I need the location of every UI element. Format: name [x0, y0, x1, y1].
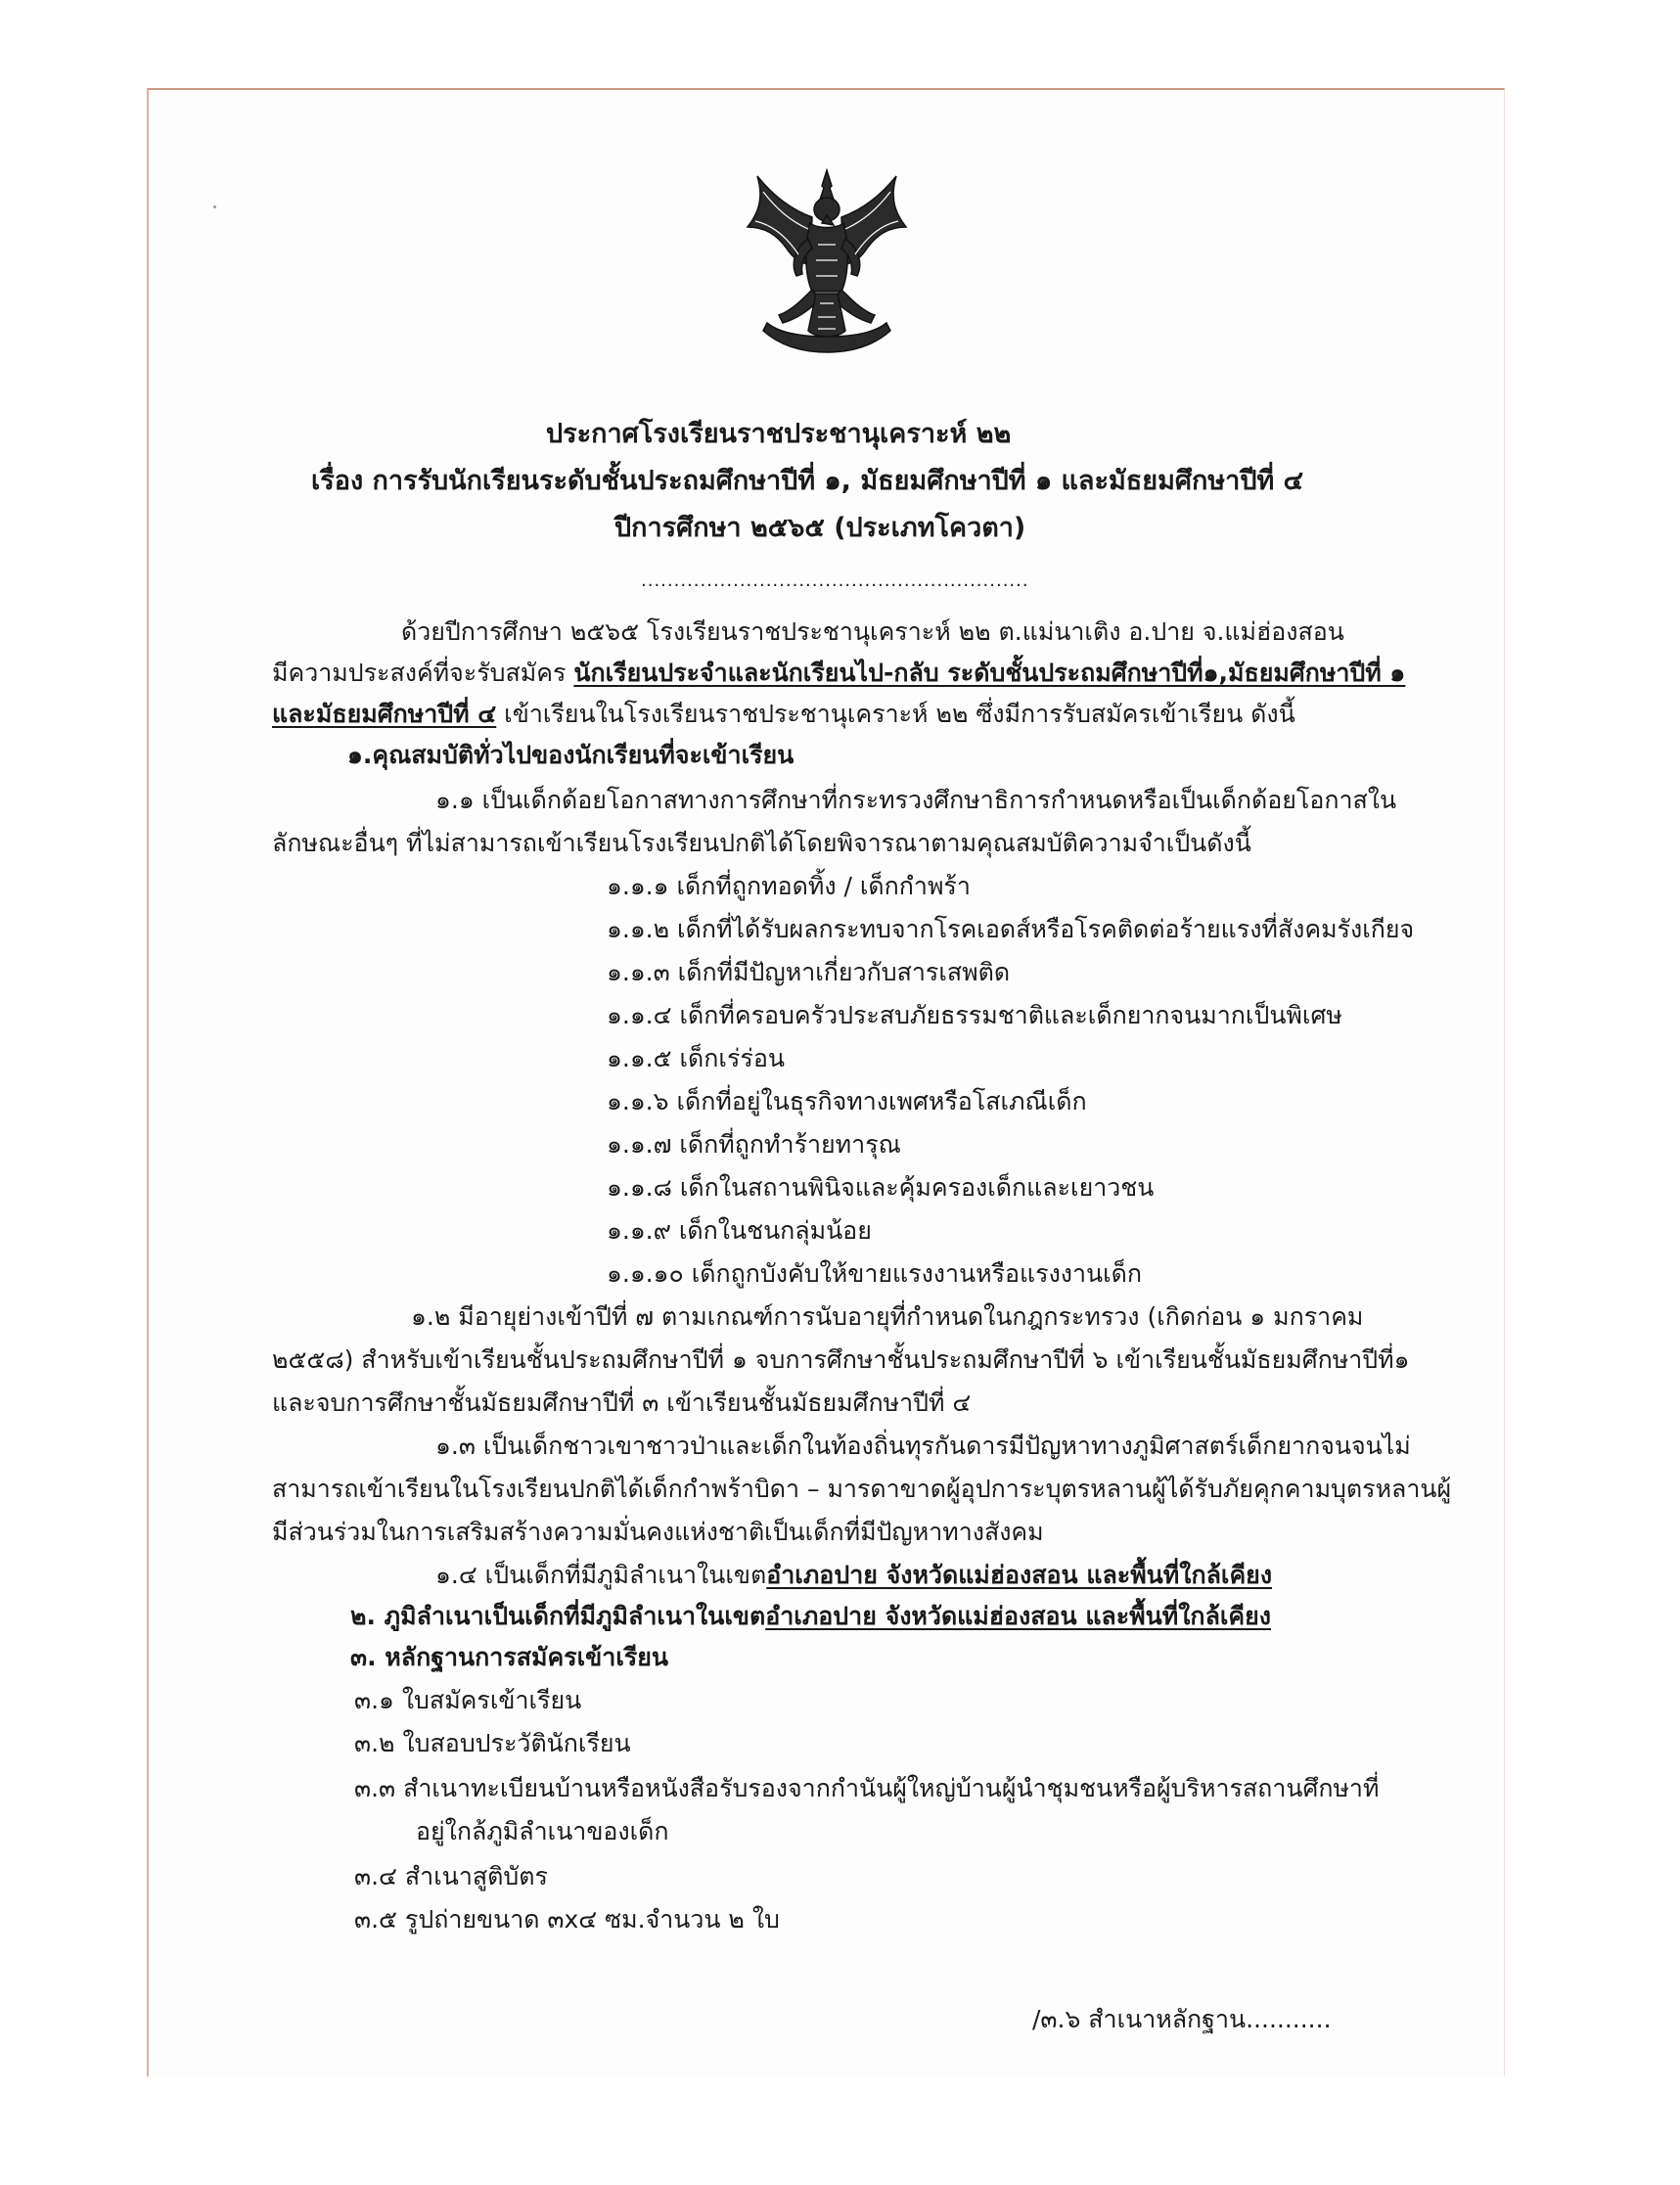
announcement-title: ประกาศโรงเรียนราชประชานุเคราะห์ ๒๒	[546, 419, 1012, 449]
item-1-4-area: อำเภอปาย จังหวัดแม่ฮ่องสอน และพื้นที่ใกล้เคียง	[766, 1561, 1273, 1589]
intro-line-3	[272, 699, 1295, 730]
item-1-1-line-2: ลักษณะอื่นๆ ที่ไม่สามารถเข้าเรียนโรงเรียนปกติได้โดยพิจารณาตามคุณสมบัติความจำเป็นดังนี้	[272, 829, 1251, 857]
subitem-1-1-5: ๑.๑.๕ เด็กเร่ร่อน	[607, 1044, 785, 1072]
scan-speck	[213, 205, 216, 208]
item-1-2-line-1: ๑.๒ มีอายุย่างเข้าปีที่ ๗ ตามเกณฑ์การนับอายุที่กำหนดในกฎกระทรวง (เกิดก่อน ๑ มกราคม	[411, 1302, 1364, 1331]
subitem-1-1-4: ๑.๑.๔ เด็กที่ครอบครัวประสบภัยธรรมชาติและเด็กยากจนมากเป็นพิเศษ	[607, 1001, 1342, 1029]
section-3-heading: ๓. หลักฐานการสมัครเข้าเรียน	[350, 1643, 669, 1671]
subitem-1-1-7: ๑.๑.๗ เด็กที่ถูกทำร้ายทารุณ	[607, 1130, 901, 1159]
item-3-3-line-1: ๓.๓ สำเนาทะเบียนบ้านหรือหนังสือรับรองจากกำนันผู้ใหญ่บ้านผู้นำชุมชนหรือผู้บริหารสถานศึกษาที่	[354, 1774, 1380, 1802]
item-3-1: ๓.๑ ใบสมัครเข้าเรียน	[354, 1686, 582, 1714]
subitem-1-1-2: ๑.๑.๒ เด็กที่ได้รับผลกระทบจากโรคเอดส์หรือโรคติดต่อร้ายแรงที่สังคมรังเกียจ	[607, 915, 1415, 943]
item-1-3-line-1: ๑.๓ เป็นเด็กชาวเขาชาวป่าและเด็กในท้องถิ่นทุรกันดารมีปัญหาทางภูมิศาสตร์เด็กยากจนจนไม่	[435, 1432, 1411, 1460]
item-1-4	[435, 1560, 1272, 1591]
subitem-1-1-10: ๑.๑.๑๐ เด็กถูกบังคับให้ขายแรงงานหรือแรงงานเด็ก	[607, 1259, 1143, 1288]
item-3-3-line-2: อยู่ใกล้ภูมิลำเนาของเด็ก	[416, 1817, 669, 1845]
subitem-1-1-1: ๑.๑.๑ เด็กที่ถูกทอดทิ้ง / เด็กกำพร้า	[607, 872, 971, 900]
item-1-3-line-2: สามารถเข้าเรียนในโรงเรียนปกติได้เด็กกำพร้าบิดา – มารดาขาดผู้อุปการะบุตรหลานผู้ได้รับภัยคุกคามบุตรหลานผู้	[272, 1475, 1452, 1503]
section-2-area: อำเภอปาย จังหวัดแม่ฮ่องสอน และพื้นที่ใกล้เคียง	[765, 1602, 1272, 1630]
announcement-year: ปีการศึกษา ๒๕๖๕ (ประเภทโควตา)	[614, 513, 1026, 543]
title-divider: ...........................................................	[641, 570, 1029, 591]
intro-line-1: ด้วยปีการศึกษา ๒๕๖๕ โรงเรียนราชประชานุเคราะห์ ๒๒ ต.แม่นาเติง อ.ปาย จ.แม่ฮ่องสอน	[401, 617, 1344, 646]
continuation-note: /๓.๖ สำเนาหลักฐาน...........	[1032, 2005, 1332, 2033]
section-2	[350, 1601, 1271, 1632]
intro-line-2	[272, 658, 1405, 689]
item-1-1-line-1: ๑.๑ เป็นเด็กด้อยโอกาสทางการศึกษาที่กระทรวงศึกษาธิการกำหนดหรือเป็นเด็กด้อยโอกาสใน	[435, 786, 1397, 814]
item-1-2-line-3: และจบการศึกษาชั้นมัธยมศึกษาปีที่ ๓ เข้าเรียนชั้นมัธยมศึกษาปีที่ ๔	[272, 1388, 972, 1417]
announcement-subject: เรื่อง การรับนักเรียนระดับชั้นประถมศึกษาปีที่ ๑, มัธยมศึกษาปีที่ ๑ และมัธยมศึกษาปีที่ ๔	[311, 466, 1304, 496]
subitem-1-1-6: ๑.๑.๖ เด็กที่อยู่ในธุรกิจทางเพศหรือโสเภณีเด็ก	[607, 1087, 1087, 1115]
subitem-1-1-9: ๑.๑.๙ เด็กในชนกลุ่มน้อย	[607, 1216, 872, 1245]
item-3-2: ๓.๒ ใบสอบประวัตินักเรียน	[354, 1729, 631, 1757]
subitem-1-1-3: ๑.๑.๓ เด็กที่มีปัญหาเกี่ยวกับสารเสพติด	[607, 958, 1011, 986]
item-3-5: ๓.๕ รูปถ่ายขนาด ๓x๔ ซม.จำนวน ๒ ใบ	[354, 1905, 780, 1934]
item-1-3-line-3: มีส่วนร่วมในการเสริมสร้างความมั่นคงแห่งชาติเป็นเด็กที่มีปัญหาทางสังคม	[272, 1518, 1044, 1546]
intro-grade-4: และมัธยมศึกษาปีที่ ๔	[272, 700, 497, 728]
item-1-4-text: ๑.๔ เป็นเด็กที่มีภูมิลำเนาในเขต	[435, 1561, 767, 1589]
intro-line-2-text: มีความประสงค์ที่จะรับสมัคร	[272, 659, 574, 687]
intro-student-type: นักเรียนประจำและนักเรียนไป-กลับ ระดับชั้นประถมศึกษาปีที่๑,มัธยมศึกษาปีที่ ๑	[573, 659, 1406, 687]
section-1-heading: ๑.คุณสมบัติทั่วไปของนักเรียนที่จะเข้าเรียน	[347, 741, 795, 769]
intro-line-3-text: เข้าเรียนในโรงเรียนราชประชานุเคราะห์ ๒๒ ซึ่งมีการรับสมัครเข้าเรียน ดังนี้	[496, 700, 1295, 728]
item-3-4: ๓.๔ สำเนาสูติบัตร	[354, 1862, 548, 1890]
section-2-text: ๒. ภูมิลำเนาเป็นเด็กที่มีภูมิลำเนาในเขต	[350, 1602, 766, 1630]
garuda-emblem-icon	[744, 166, 910, 360]
subitem-1-1-8: ๑.๑.๘ เด็กในสถานพินิจและคุ้มครองเด็กและเยาวชน	[607, 1173, 1155, 1202]
item-1-2-line-2: ๒๕๕๘) สำหรับเข้าเรียนชั้นประถมศึกษาปีที่ ๑ จบการศึกษาชั้นประถมศึกษาปีที่ ๖ เข้าเรียนชั้นมัธยมศึกษาปีที่๑	[272, 1345, 1410, 1374]
